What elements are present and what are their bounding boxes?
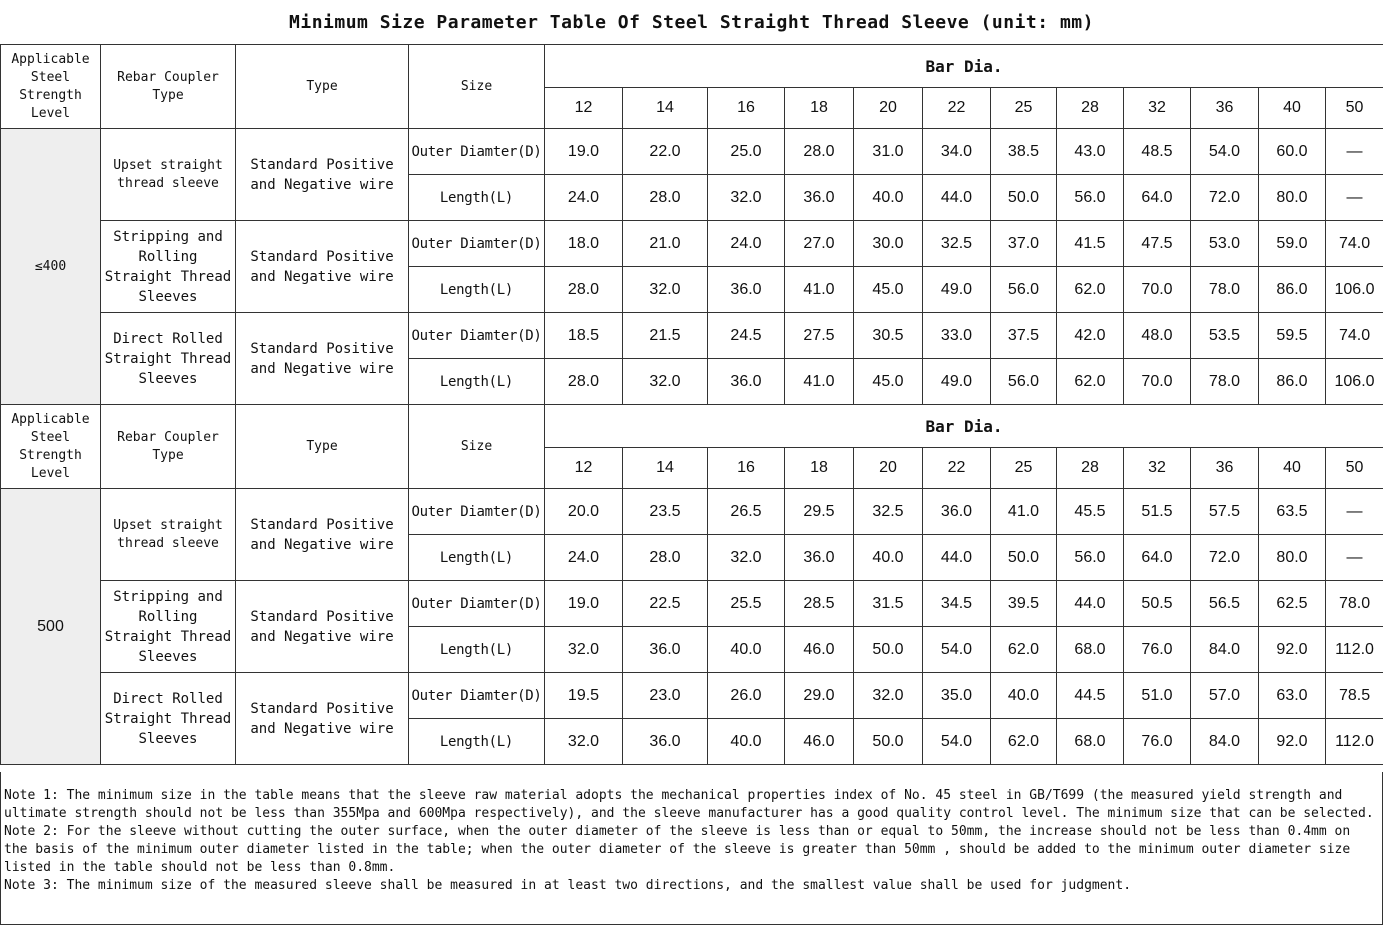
value-cell: 56.5: [1191, 581, 1259, 627]
value-cell: 50.0: [991, 175, 1057, 221]
value-cell: 25.0: [708, 129, 785, 175]
value-cell: 106.0: [1326, 267, 1383, 313]
bar-diameter: 12: [545, 448, 623, 489]
value-cell: —: [1326, 129, 1383, 175]
value-cell: 56.0: [991, 267, 1057, 313]
bar-diameter: 18: [785, 448, 854, 489]
value-cell: 36.0: [923, 489, 991, 535]
bar-diameter: 18: [785, 88, 854, 129]
value-cell: 30.0: [854, 221, 923, 267]
table-row: [1, 313, 1383, 359]
value-cell: 63.5: [1259, 489, 1326, 535]
value-cell: 41.5: [1057, 221, 1124, 267]
header-size: Size: [409, 45, 545, 129]
bar-diameter: 50: [1326, 448, 1383, 489]
value-cell: 27.5: [785, 313, 854, 359]
value-cell: 37.0: [991, 221, 1057, 267]
value-cell: 78.0: [1191, 267, 1259, 313]
value-cell: 32.0: [623, 359, 708, 405]
bar-diameter: 22: [923, 448, 991, 489]
coupler-type: Upset straight thread sleeve: [101, 129, 236, 221]
value-cell: 32.0: [623, 267, 708, 313]
size-label: Length(L): [409, 719, 545, 765]
value-cell: —: [1326, 535, 1383, 581]
value-cell: 44.0: [923, 535, 991, 581]
header-bar-dia: Bar Dia.: [545, 405, 1383, 448]
value-cell: 48.0: [1124, 313, 1191, 359]
value-cell: 54.0: [923, 627, 991, 673]
value-cell: 45.5: [1057, 489, 1124, 535]
value-cell: 26.5: [708, 489, 785, 535]
value-cell: 50.5: [1124, 581, 1191, 627]
size-label: Outer Diamter(D): [409, 313, 545, 359]
value-cell: 32.0: [545, 627, 623, 673]
thread-type: Standard Positive and Negative wire: [236, 313, 409, 405]
value-cell: 36.0: [623, 627, 708, 673]
header-type: Type: [236, 405, 409, 489]
table-row: [1, 221, 1383, 267]
value-cell: 32.0: [854, 673, 923, 719]
note-1: Note 1: The minimum size in the table means that the sleeve raw material adopts the mechanical properties index of No. 45 steel in GB/T699 (the measured yield strength and ultimate strength should not be less than 355Mpa and 600Mpa respectively), and the sleeve manufacturer has a good quality control level. The minimum size that can be selected.: [4, 788, 1374, 821]
size-label: Outer Diamter(D): [409, 489, 545, 535]
value-cell: 40.0: [708, 719, 785, 765]
value-cell: 112.0: [1326, 719, 1383, 765]
value-cell: 56.0: [1057, 175, 1124, 221]
value-cell: 28.0: [545, 359, 623, 405]
value-cell: 30.5: [854, 313, 923, 359]
value-cell: 45.0: [854, 359, 923, 405]
value-cell: 26.0: [708, 673, 785, 719]
bar-diameter: 50: [1326, 88, 1383, 129]
value-cell: 68.0: [1057, 719, 1124, 765]
value-cell: 92.0: [1259, 719, 1326, 765]
thread-type: Standard Positive and Negative wire: [236, 489, 409, 581]
value-cell: 51.5: [1124, 489, 1191, 535]
value-cell: 31.5: [854, 581, 923, 627]
value-cell: 53.0: [1191, 221, 1259, 267]
value-cell: 112.0: [1326, 627, 1383, 673]
value-cell: 43.0: [1057, 129, 1124, 175]
value-cell: 18.0: [545, 221, 623, 267]
value-cell: 56.0: [1057, 535, 1124, 581]
value-cell: 19.0: [545, 581, 623, 627]
value-cell: 54.0: [1191, 129, 1259, 175]
value-cell: 54.0: [923, 719, 991, 765]
value-cell: 78.5: [1326, 673, 1383, 719]
bar-diameter: 28: [1057, 448, 1124, 489]
strength-level: ≤400: [1, 129, 101, 405]
table-row: [1, 129, 1383, 175]
value-cell: 62.0: [1057, 359, 1124, 405]
value-cell: 25.5: [708, 581, 785, 627]
size-label: Length(L): [409, 267, 545, 313]
bar-diameter: 25: [991, 88, 1057, 129]
value-cell: 50.0: [991, 535, 1057, 581]
value-cell: 40.0: [854, 175, 923, 221]
value-cell: 86.0: [1259, 267, 1326, 313]
header-bar-dia: Bar Dia.: [545, 45, 1383, 88]
value-cell: 28.0: [623, 535, 708, 581]
value-cell: 24.5: [708, 313, 785, 359]
value-cell: 40.0: [708, 627, 785, 673]
bar-diameter: 40: [1259, 88, 1326, 129]
value-cell: 74.0: [1326, 221, 1383, 267]
value-cell: 36.0: [785, 535, 854, 581]
table-title: Minimum Size Parameter Table Of Steel Straight Thread Sleeve (unit: mm): [289, 11, 1094, 33]
bar-diameter: 40: [1259, 448, 1326, 489]
value-cell: 33.0: [923, 313, 991, 359]
value-cell: 62.0: [991, 719, 1057, 765]
thread-type: Standard Positive and Negative wire: [236, 221, 409, 313]
bar-diameter: 22: [923, 88, 991, 129]
value-cell: 72.0: [1191, 175, 1259, 221]
value-cell: 29.0: [785, 673, 854, 719]
value-cell: 21.0: [623, 221, 708, 267]
notes-section: [0, 772, 1383, 925]
value-cell: 80.0: [1259, 175, 1326, 221]
value-cell: 35.0: [923, 673, 991, 719]
bar-diameter: 32: [1124, 448, 1191, 489]
bar-diameter: 12: [545, 88, 623, 129]
bar-diameter: 28: [1057, 88, 1124, 129]
value-cell: 46.0: [785, 627, 854, 673]
table-row: [1, 581, 1383, 627]
value-cell: 36.0: [708, 359, 785, 405]
value-cell: 86.0: [1259, 359, 1326, 405]
size-label: Length(L): [409, 627, 545, 673]
value-cell: 28.0: [623, 175, 708, 221]
size-label: Outer Diamter(D): [409, 221, 545, 267]
header-strength-level: Applicable Steel Strength Level: [1, 45, 101, 129]
size-label: Length(L): [409, 175, 545, 221]
table-row: [1, 489, 1383, 535]
value-cell: 40.0: [854, 535, 923, 581]
coupler-type: Stripping and Rolling Straight Thread Sleeves: [101, 581, 236, 673]
value-cell: 27.0: [785, 221, 854, 267]
value-cell: 60.0: [1259, 129, 1326, 175]
value-cell: 59.5: [1259, 313, 1326, 359]
value-cell: 49.0: [923, 359, 991, 405]
note-2: Note 2: For the sleeve without cutting the outer surface, when the outer diameter of the sleeve is less than or equal to 50mm, the increase should not be less than 0.4mm on the basis of the minimum outer diameter listed in the table; when the outer diameter of the sleeve is greater than 50mm , should be added to the minimum outer diameter size listed in the table should not be less than 0.8mm.: [4, 824, 1351, 875]
value-cell: 68.0: [1057, 627, 1124, 673]
value-cell: 50.0: [854, 719, 923, 765]
value-cell: 24.0: [545, 175, 623, 221]
value-cell: 49.0: [923, 267, 991, 313]
bar-diameter: 20: [854, 88, 923, 129]
value-cell: 46.0: [785, 719, 854, 765]
value-cell: 22.5: [623, 581, 708, 627]
value-cell: 78.0: [1326, 581, 1383, 627]
header-type: Type: [236, 45, 409, 129]
value-cell: 56.0: [991, 359, 1057, 405]
value-cell: 45.0: [854, 267, 923, 313]
bar-diameter: 16: [708, 448, 785, 489]
value-cell: 23.5: [623, 489, 708, 535]
value-cell: 72.0: [1191, 535, 1259, 581]
header-size: Size: [409, 405, 545, 489]
size-label: Outer Diamter(D): [409, 673, 545, 719]
strength-level: 500: [1, 489, 101, 765]
value-cell: 36.0: [623, 719, 708, 765]
value-cell: 21.5: [623, 313, 708, 359]
value-cell: 41.0: [785, 267, 854, 313]
value-cell: 106.0: [1326, 359, 1383, 405]
value-cell: 84.0: [1191, 719, 1259, 765]
thread-type: Standard Positive and Negative wire: [236, 673, 409, 765]
value-cell: 50.0: [854, 627, 923, 673]
coupler-type: Direct Rolled Straight Thread Sleeves: [101, 313, 236, 405]
value-cell: 37.5: [991, 313, 1057, 359]
value-cell: 39.5: [991, 581, 1057, 627]
table-row: [1, 673, 1383, 719]
bar-diameter: 36: [1191, 448, 1259, 489]
header-row: [1, 45, 1383, 88]
value-cell: 28.5: [785, 581, 854, 627]
bar-diameter: 25: [991, 448, 1057, 489]
value-cell: 44.0: [1057, 581, 1124, 627]
bar-diameter: 32: [1124, 88, 1191, 129]
value-cell: 34.0: [923, 129, 991, 175]
value-cell: 18.5: [545, 313, 623, 359]
value-cell: 29.5: [785, 489, 854, 535]
value-cell: —: [1326, 175, 1383, 221]
value-cell: 23.0: [623, 673, 708, 719]
note-3: Note 3: The minimum size of the measured sleeve shall be measured in at least two directions, and the smallest value shall be used for judgment.: [4, 878, 1132, 893]
value-cell: 24.0: [545, 535, 623, 581]
value-cell: 28.0: [785, 129, 854, 175]
value-cell: 57.0: [1191, 673, 1259, 719]
value-cell: 41.0: [785, 359, 854, 405]
header-coupler-type: Rebar Coupler Type: [101, 45, 236, 129]
size-label: Outer Diamter(D): [409, 129, 545, 175]
value-cell: 42.0: [1057, 313, 1124, 359]
value-cell: 32.0: [708, 535, 785, 581]
value-cell: 31.0: [854, 129, 923, 175]
value-cell: 44.5: [1057, 673, 1124, 719]
value-cell: 76.0: [1124, 627, 1191, 673]
value-cell: 70.0: [1124, 267, 1191, 313]
value-cell: 47.5: [1124, 221, 1191, 267]
value-cell: 20.0: [545, 489, 623, 535]
value-cell: 64.0: [1124, 175, 1191, 221]
value-cell: 74.0: [1326, 313, 1383, 359]
value-cell: 78.0: [1191, 359, 1259, 405]
thread-type: Standard Positive and Negative wire: [236, 581, 409, 673]
thread-type: Standard Positive and Negative wire: [236, 129, 409, 221]
value-cell: 80.0: [1259, 535, 1326, 581]
value-cell: 84.0: [1191, 627, 1259, 673]
coupler-type: Upset straight thread sleeve: [101, 489, 236, 581]
value-cell: 36.0: [785, 175, 854, 221]
value-cell: 63.0: [1259, 673, 1326, 719]
value-cell: 41.0: [991, 489, 1057, 535]
value-cell: 48.5: [1124, 129, 1191, 175]
header-strength-level: Applicable Steel Strength Level: [1, 405, 101, 489]
value-cell: 76.0: [1124, 719, 1191, 765]
value-cell: 70.0: [1124, 359, 1191, 405]
coupler-type: Direct Rolled Straight Thread Sleeves: [101, 673, 236, 765]
value-cell: 51.0: [1124, 673, 1191, 719]
value-cell: 62.0: [1057, 267, 1124, 313]
header-row: [1, 405, 1383, 448]
size-label: Length(L): [409, 535, 545, 581]
value-cell: 24.0: [708, 221, 785, 267]
bar-diameter: 14: [623, 448, 708, 489]
bar-diameter: 14: [623, 88, 708, 129]
value-cell: 53.5: [1191, 313, 1259, 359]
value-cell: 62.5: [1259, 581, 1326, 627]
value-cell: 92.0: [1259, 627, 1326, 673]
size-parameter-table: [0, 44, 1383, 765]
value-cell: 38.5: [991, 129, 1057, 175]
value-cell: —: [1326, 489, 1383, 535]
value-cell: 57.5: [1191, 489, 1259, 535]
value-cell: 32.5: [923, 221, 991, 267]
bar-diameter: 20: [854, 448, 923, 489]
value-cell: 34.5: [923, 581, 991, 627]
value-cell: 32.5: [854, 489, 923, 535]
value-cell: 28.0: [545, 267, 623, 313]
coupler-type: Stripping and Rolling Straight Thread Sleeves: [101, 221, 236, 313]
value-cell: 59.0: [1259, 221, 1326, 267]
size-label: Outer Diamter(D): [409, 581, 545, 627]
value-cell: 36.0: [708, 267, 785, 313]
value-cell: 32.0: [708, 175, 785, 221]
header-coupler-type: Rebar Coupler Type: [101, 405, 236, 489]
value-cell: 19.5: [545, 673, 623, 719]
value-cell: 32.0: [545, 719, 623, 765]
bar-diameter: 16: [708, 88, 785, 129]
value-cell: 62.0: [991, 627, 1057, 673]
value-cell: 19.0: [545, 129, 623, 175]
value-cell: 64.0: [1124, 535, 1191, 581]
value-cell: 22.0: [623, 129, 708, 175]
value-cell: 40.0: [991, 673, 1057, 719]
bar-diameter: 36: [1191, 88, 1259, 129]
size-label: Length(L): [409, 359, 545, 405]
value-cell: 44.0: [923, 175, 991, 221]
